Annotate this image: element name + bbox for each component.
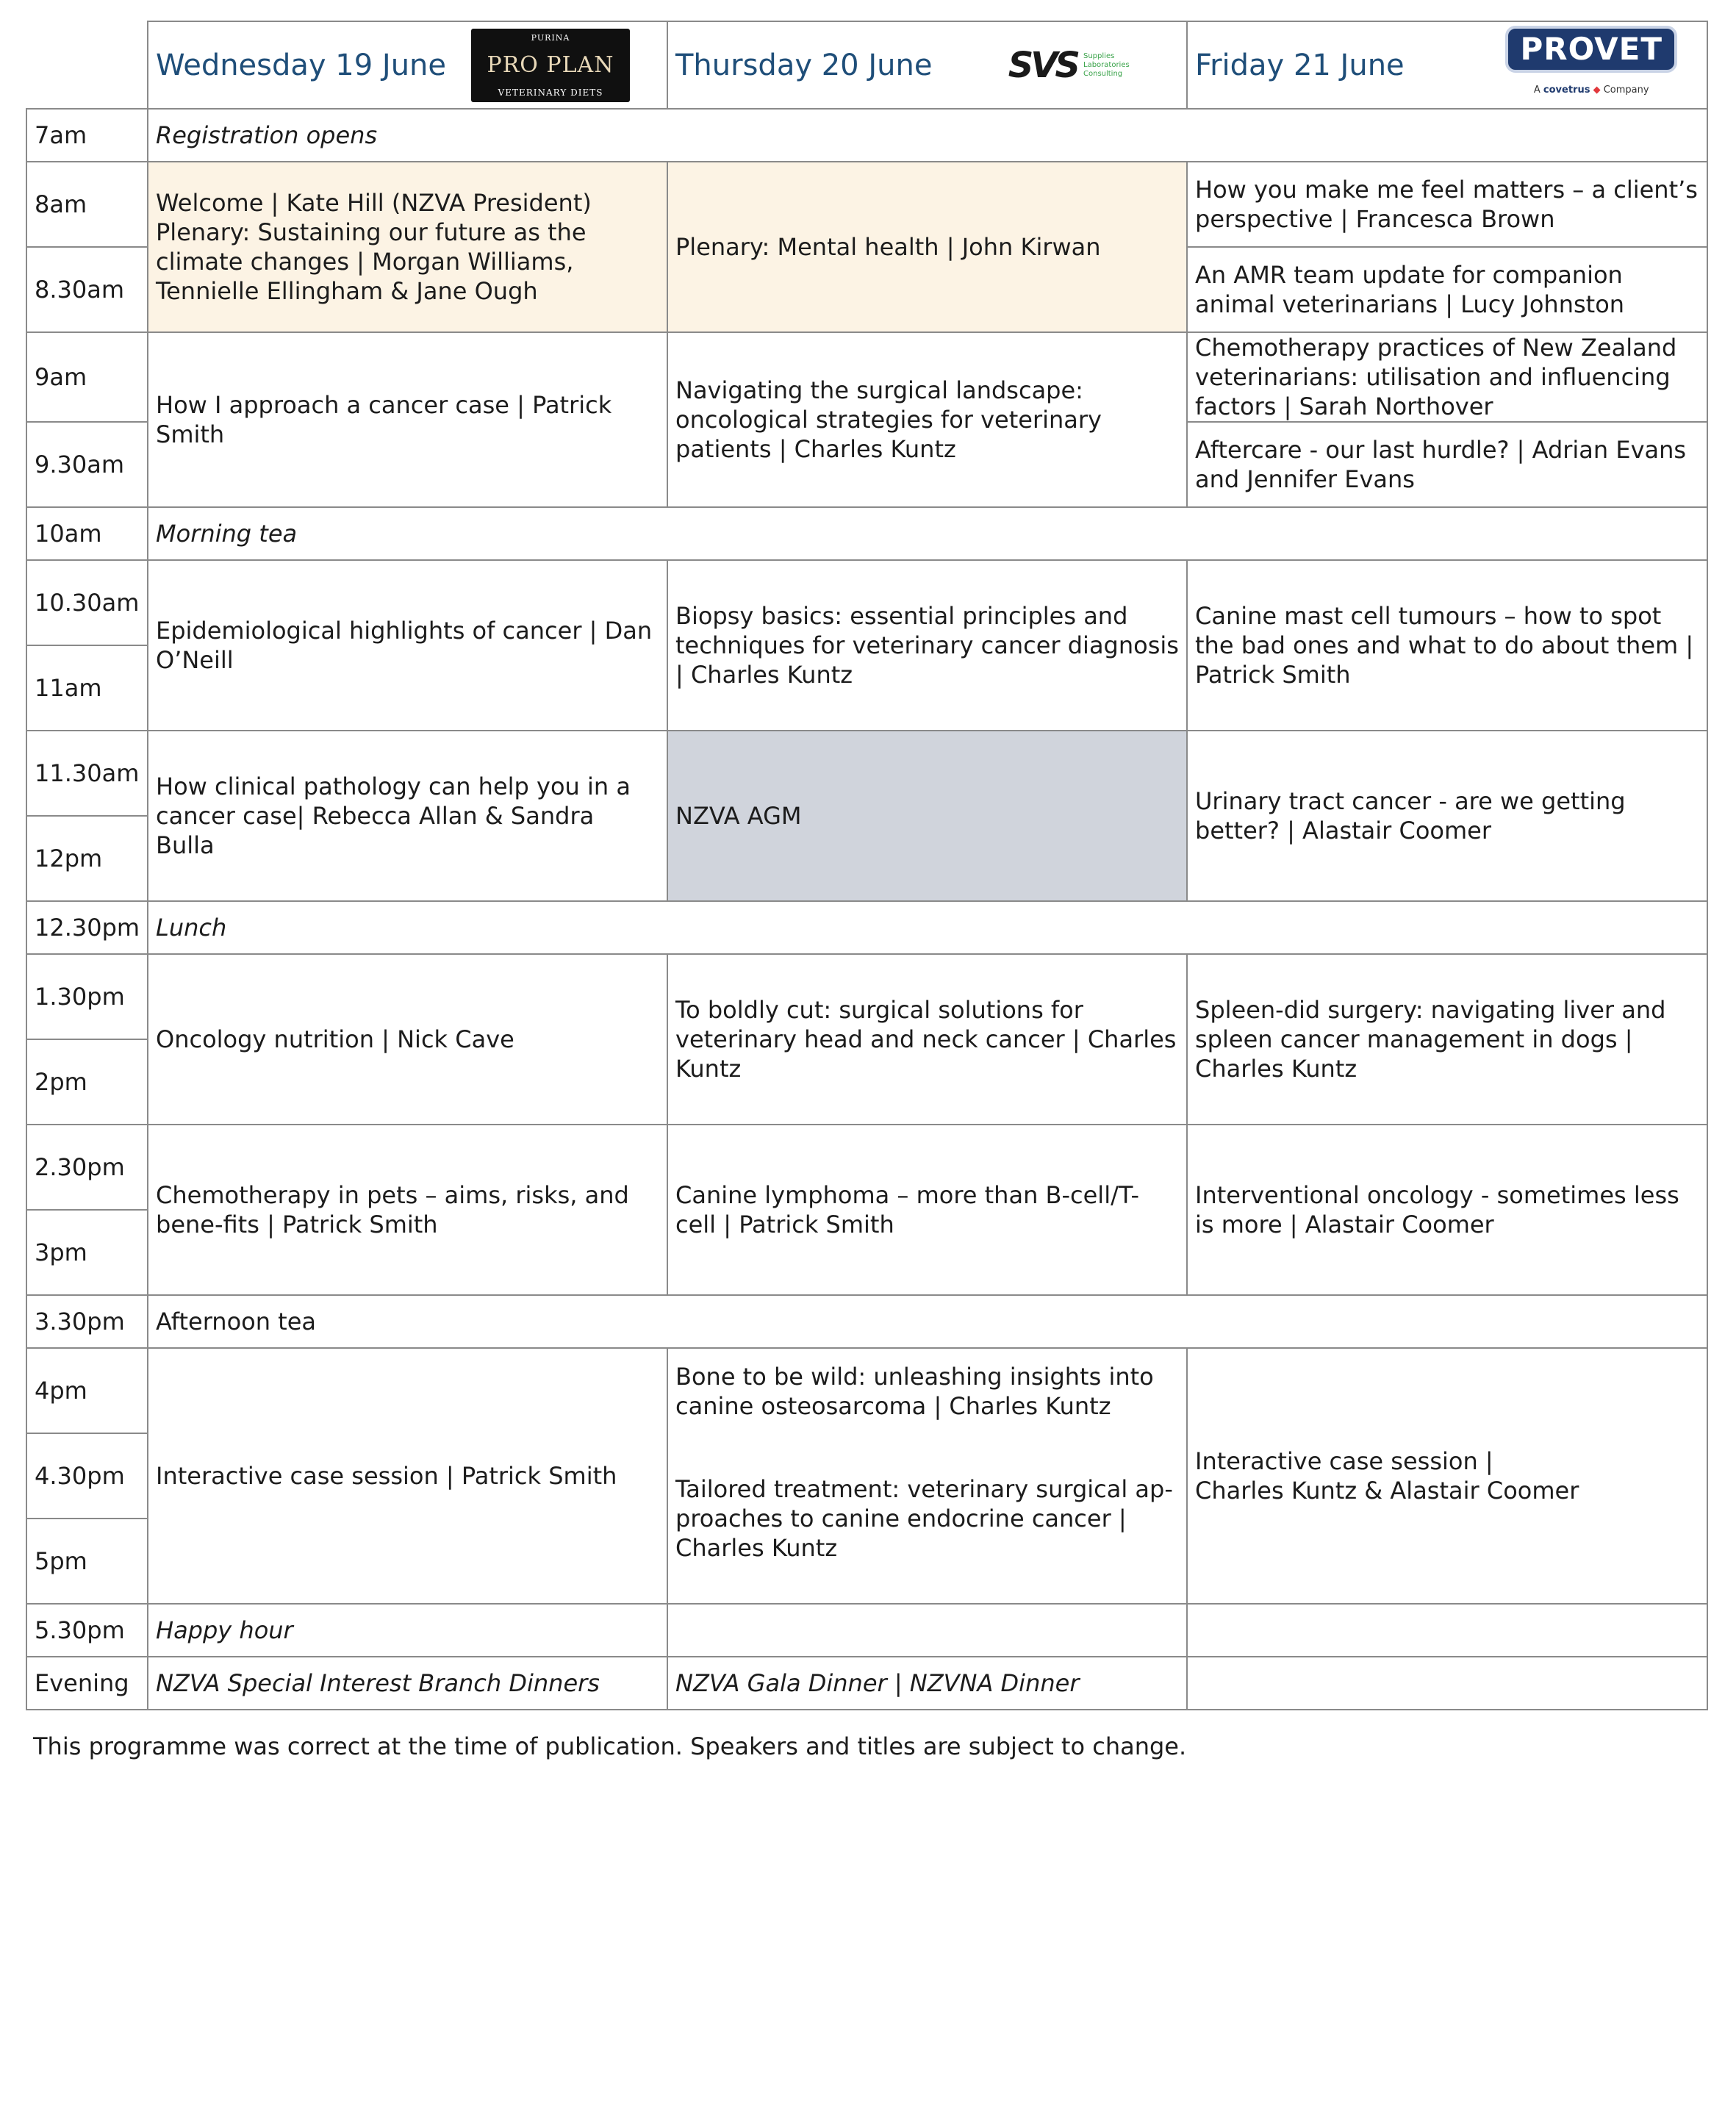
session-thu-230pm: Canine lymphoma – more than B-cell/T-cell | Patrick Smith [667,1125,1187,1295]
session-thu-agm: NZVA AGM [667,731,1187,901]
time-cell: 3pm [26,1210,148,1295]
time-cell: 10am [26,507,148,560]
purina-pro-plan-logo: PURINA PRO PLAN VETERINARY DIETS [471,29,630,102]
row-130pm [26,954,1707,1039]
session-fri-4pm: Interactive case session | Charles Kuntz & Alastair Coomer [1187,1348,1707,1604]
session-wed-4pm: Interactive case session | Patrick Smith [148,1348,667,1604]
header-corner [26,21,148,109]
time-cell: 5pm [26,1519,148,1604]
time-cell: 7am [26,109,148,162]
row-9am [26,332,1707,422]
row-330pm [26,1295,1707,1348]
provet-logo: PROVET A covetrus ◆ Company [1505,26,1677,105]
time-cell: 9am [26,332,148,422]
time-cell: 8.30am [26,247,148,332]
morning-tea-cell: Morning tea [148,507,1707,560]
day-title: Friday 21 June [1195,48,1405,82]
session-thu-4pm: Bone to be wild: unleashing insights into canine osteosarcoma | Charles Kuntz [667,1348,1187,1433]
time-cell: 11am [26,645,148,731]
time-cell: 1.30pm [26,954,148,1039]
session-fri-130pm: Spleen-did surgery: navigating liver and spleen cancer management in dogs | Charles Kuntz [1187,954,1707,1125]
session-fri-8am: How you make me feel matters – a client’s perspective | Francesca Brown [1187,162,1707,247]
session-wed-130pm: Oncology nutrition | Nick Cave [148,954,667,1125]
time-cell: 10.30am [26,560,148,645]
day-header-thursday [667,21,1187,109]
session-thu-1030am: Biopsy basics: essential principles and techniques for veterinary cancer diagnosis | Charles Kuntz [667,560,1187,731]
lunch-cell: Lunch [148,901,1707,954]
session-thu-130pm: To boldly cut: surgical solutions for veterinary head and neck cancer | Charles Kuntz [667,954,1187,1125]
empty-cell [1187,1657,1707,1710]
row-evening [26,1657,1707,1710]
session-wed-1130am: How clinical pathology can help you in a cancer case| Rebecca Allan & Sandra Bulla [148,731,667,901]
time-cell: 11.30am [26,731,148,816]
time-cell: 9.30am [26,422,148,507]
row-10am [26,507,1707,560]
session-wed-230pm: Chemotherapy in pets – aims, risks, and bene-fits | Patrick Smith [148,1125,667,1295]
day-header-friday [1187,21,1707,109]
day-header-wednesday [148,21,667,109]
day-title: Wednesday 19 June [156,48,447,82]
time-cell: 12pm [26,816,148,901]
row-1130am [26,731,1707,816]
time-cell: 12.30pm [26,901,148,954]
session-thu-plenary: Plenary: Mental health | John Kirwan [667,162,1187,332]
svs-logo: SVS Supplies Laboratories Consulting [1008,44,1130,86]
row-230pm [26,1125,1707,1210]
row-1230pm [26,901,1707,954]
session-thu-evening: NZVA Gala Dinner | NZVNA Dinner [667,1657,1187,1710]
row-1030am [26,560,1707,645]
time-cell: 5.30pm [26,1604,148,1657]
header-row [26,21,1707,109]
session-wed-evening: NZVA Special Interest Branch Dinners [148,1657,667,1710]
session-wed-1030am: Epidemiological highlights of cancer | Dan O’Neill [148,560,667,731]
row-530pm [26,1604,1707,1657]
row-8am [26,162,1707,247]
time-cell: 4pm [26,1348,148,1433]
time-cell: 4.30pm [26,1433,148,1519]
empty-cell [1187,1604,1707,1657]
session-fri-1030am: Canine mast cell tumours – how to spot the bad ones and what to do about them | Patrick Smith [1187,560,1707,731]
session-fri-230pm: Interventional oncology - sometimes less is more | Alastair Coomer [1187,1125,1707,1295]
time-cell: 8am [26,162,148,247]
session-fri-9am: Chemotherapy practices of New Zealand veterinarians: utilisation and influencing factors | Sarah Northover [1187,332,1707,422]
session-thu-430pm: Tailored treatment: veterinary surgical ap-proaches to canine endocrine cancer | Charles Kuntz [667,1433,1187,1604]
row-4pm [26,1348,1707,1433]
day-title: Thursday 20 June [675,48,933,82]
row-7am [26,109,1707,162]
registration-cell: Registration opens [148,109,1707,162]
session-fri-930am: Aftercare - our last hurdle? | Adrian Evans and Jennifer Evans [1187,422,1707,507]
time-cell: 3.30pm [26,1295,148,1348]
afternoon-tea-cell: Afternoon tea [148,1295,1707,1348]
time-cell: Evening [26,1657,148,1710]
session-fri-830am: An AMR team update for companion animal veterinarians | Lucy Johnston [1187,247,1707,332]
empty-cell [667,1604,1187,1657]
session-thu-9am: Navigating the surgical landscape: oncological strategies for veterinary patients | Charles Kuntz [667,332,1187,507]
time-cell: 2.30pm [26,1125,148,1210]
time-cell: 2pm [26,1039,148,1125]
session-wed-plenary: Welcome | Kate Hill (NZVA President) Plenary: Sustaining our future as the climate changes | Morgan Williams, Tennielle Ellingham & Jane Ough [148,162,667,332]
session-fri-1130am: Urinary tract cancer - are we getting better? | Alastair Coomer [1187,731,1707,901]
happy-hour-cell: Happy hour [148,1604,667,1657]
footnote: This programme was correct at the time of publication. Speakers and titles are subject to change. [33,1732,1187,1760]
programme-table [26,21,1708,1710]
session-wed-9am: How I approach a cancer case | Patrick Smith [148,332,667,507]
